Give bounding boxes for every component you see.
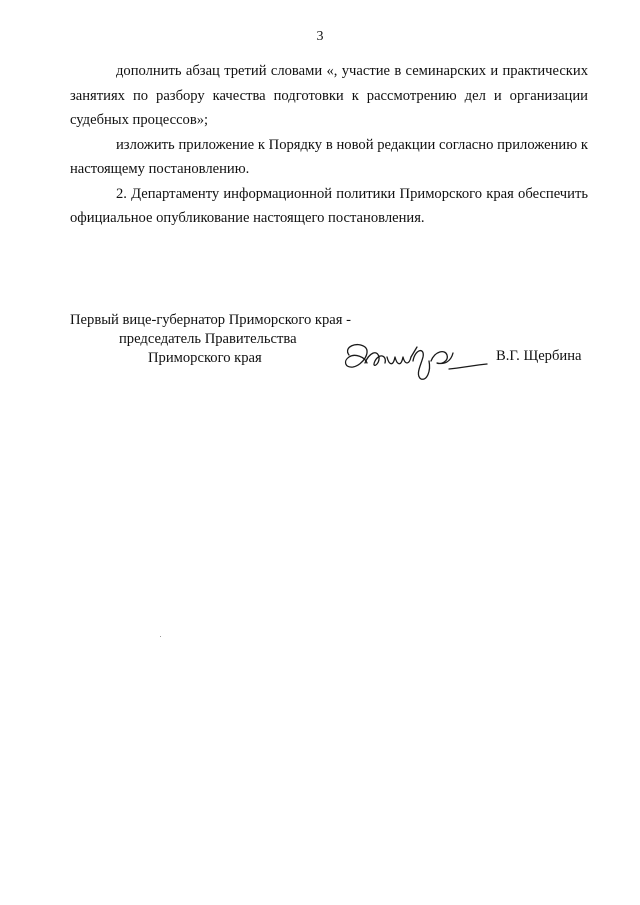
body-text [70, 59, 588, 231]
paragraph-1: дополнить абзац третий словами «, участие в семинарских и практических занятиях по разбору качества подготовки к рассмотрению дел и организации судебных процессов»; [70, 63, 588, 128]
scan-speck [160, 636, 161, 637]
handwritten-signature [335, 335, 495, 385]
paragraph-2: изложить приложение к Порядку в новой редакции согласно приложению к настоящему постановлению. [70, 136, 588, 177]
signature-block [70, 311, 590, 381]
paragraph-3: 2. Департаменту информационной политики Приморского края обеспечить официальное опубликование настоящего постановления. [70, 185, 588, 226]
signatory-title-line-3: Приморского края [148, 350, 262, 366]
signatory-title-line-2: председатель Правительства [119, 331, 297, 347]
signatory-title-line-1: Первый вице-губернатор Приморского края - [70, 312, 352, 328]
page-number: 3 [316, 29, 324, 44]
signatory-name: В.Г. Щербина [496, 348, 582, 364]
